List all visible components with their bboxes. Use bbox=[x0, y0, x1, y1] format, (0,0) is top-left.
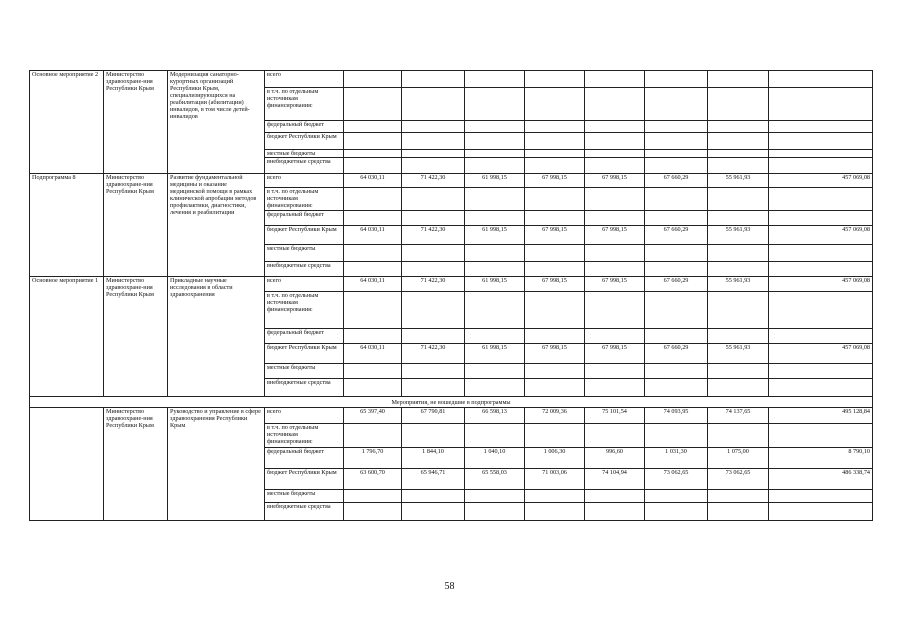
value-cell bbox=[585, 158, 645, 174]
total-value-cell bbox=[769, 503, 873, 521]
value-cell bbox=[525, 424, 585, 448]
funding-source-cell: бюджет Республики Крым bbox=[265, 344, 344, 364]
value-cell: 63 600,70 bbox=[344, 469, 402, 490]
executor-cell: Министерство здравоохране-ния Республики Крым bbox=[104, 277, 168, 397]
value-cell bbox=[645, 88, 708, 121]
total-value-cell bbox=[769, 150, 873, 158]
value-cell bbox=[645, 150, 708, 158]
value-cell bbox=[585, 329, 645, 344]
value-cell bbox=[465, 133, 525, 150]
page-number: 58 bbox=[444, 581, 455, 592]
value-cell: 73 062,65 bbox=[708, 469, 769, 490]
value-cell bbox=[645, 379, 708, 397]
value-cell: 61 998,15 bbox=[465, 344, 525, 364]
value-cell bbox=[465, 424, 525, 448]
section-heading-row bbox=[30, 397, 873, 408]
funding-source-cell: всего bbox=[265, 71, 344, 88]
value-cell bbox=[645, 329, 708, 344]
executor-cell: Министерство здравоохране-ния Республики Крым bbox=[104, 71, 168, 174]
value-cell bbox=[708, 188, 769, 211]
value-cell: 71 003,06 bbox=[525, 469, 585, 490]
value-cell bbox=[465, 245, 525, 262]
value-cell bbox=[525, 121, 585, 133]
total-value-cell: 457 069,08 bbox=[769, 226, 873, 245]
value-cell bbox=[585, 490, 645, 503]
value-cell bbox=[525, 88, 585, 121]
value-cell bbox=[585, 88, 645, 121]
value-cell bbox=[708, 292, 769, 329]
value-cell bbox=[525, 158, 585, 174]
funding-source-cell: местные бюджеты bbox=[265, 245, 344, 262]
value-cell bbox=[585, 211, 645, 226]
value-cell bbox=[645, 424, 708, 448]
value-cell bbox=[708, 133, 769, 150]
value-cell bbox=[344, 88, 402, 121]
value-cell bbox=[585, 503, 645, 521]
value-cell: 55 961,93 bbox=[708, 226, 769, 245]
value-cell bbox=[402, 188, 465, 211]
value-cell bbox=[645, 133, 708, 150]
value-cell bbox=[465, 292, 525, 329]
financing-table bbox=[29, 70, 873, 521]
value-cell: 67 998,15 bbox=[525, 344, 585, 364]
total-value-cell bbox=[769, 211, 873, 226]
value-cell bbox=[708, 121, 769, 133]
value-cell bbox=[645, 245, 708, 262]
value-cell: 55 961,93 bbox=[708, 174, 769, 188]
value-cell: 67 660,29 bbox=[645, 344, 708, 364]
value-cell bbox=[344, 503, 402, 521]
value-cell bbox=[465, 158, 525, 174]
funding-source-cell: местные бюджеты bbox=[265, 490, 344, 503]
value-cell bbox=[708, 88, 769, 121]
value-cell bbox=[585, 245, 645, 262]
value-cell: 55 961,93 bbox=[708, 344, 769, 364]
value-cell bbox=[402, 150, 465, 158]
total-value-cell bbox=[769, 88, 873, 121]
total-value-cell: 457 069,08 bbox=[769, 174, 873, 188]
value-cell bbox=[344, 262, 402, 277]
value-cell bbox=[585, 188, 645, 211]
value-cell bbox=[402, 71, 465, 88]
value-cell bbox=[708, 503, 769, 521]
value-cell: 65 558,03 bbox=[465, 469, 525, 490]
value-cell: 64 030,11 bbox=[344, 277, 402, 292]
value-cell bbox=[708, 71, 769, 88]
value-cell: 72 009,36 bbox=[525, 408, 585, 424]
funding-source-cell: всего bbox=[265, 174, 344, 188]
total-value-cell bbox=[769, 188, 873, 211]
value-cell bbox=[344, 490, 402, 503]
value-cell bbox=[708, 379, 769, 397]
total-value-cell bbox=[769, 292, 873, 329]
value-cell: 67 998,15 bbox=[585, 226, 645, 245]
value-cell bbox=[585, 424, 645, 448]
value-cell bbox=[465, 262, 525, 277]
value-cell bbox=[708, 158, 769, 174]
total-value-cell: 495 128,84 bbox=[769, 408, 873, 424]
value-cell bbox=[344, 188, 402, 211]
value-cell bbox=[525, 490, 585, 503]
table-body bbox=[30, 71, 873, 521]
total-value-cell: 8 790,10 bbox=[769, 448, 873, 469]
value-cell: 61 998,15 bbox=[465, 174, 525, 188]
value-cell bbox=[708, 490, 769, 503]
funding-source-cell: бюджет Республики Крым bbox=[265, 133, 344, 150]
funding-source-cell: в т.ч. по отдельным источникам финансирования: bbox=[265, 188, 344, 211]
value-cell bbox=[402, 503, 465, 521]
value-cell bbox=[708, 150, 769, 158]
value-cell bbox=[465, 71, 525, 88]
value-cell: 67 998,15 bbox=[525, 174, 585, 188]
value-cell bbox=[645, 71, 708, 88]
value-cell: 71 422,30 bbox=[402, 277, 465, 292]
value-cell: 64 030,11 bbox=[344, 226, 402, 245]
total-value-cell bbox=[769, 379, 873, 397]
value-cell bbox=[402, 88, 465, 121]
value-cell bbox=[645, 490, 708, 503]
value-cell: 1 075,00 bbox=[708, 448, 769, 469]
value-cell bbox=[708, 329, 769, 344]
section-heading: Мероприятия, не вошедшие в подпрограммы bbox=[30, 397, 873, 408]
value-cell bbox=[585, 364, 645, 379]
value-cell bbox=[645, 211, 708, 226]
total-value-cell bbox=[769, 262, 873, 277]
funding-source-cell: внебюджетные средства bbox=[265, 503, 344, 521]
value-cell: 67 660,29 bbox=[645, 226, 708, 245]
value-cell bbox=[645, 188, 708, 211]
value-cell: 1 006,30 bbox=[525, 448, 585, 469]
value-cell: 1 844,10 bbox=[402, 448, 465, 469]
value-cell bbox=[708, 364, 769, 379]
value-cell bbox=[465, 490, 525, 503]
value-cell bbox=[465, 503, 525, 521]
value-cell bbox=[465, 188, 525, 211]
value-cell: 65 397,40 bbox=[344, 408, 402, 424]
value-cell bbox=[402, 490, 465, 503]
value-cell: 67 790,81 bbox=[402, 408, 465, 424]
value-cell: 74 104,94 bbox=[585, 469, 645, 490]
table-row bbox=[30, 408, 873, 424]
value-cell bbox=[402, 292, 465, 329]
value-cell: 67 998,15 bbox=[585, 277, 645, 292]
value-cell: 71 422,30 bbox=[402, 344, 465, 364]
value-cell bbox=[645, 121, 708, 133]
value-cell bbox=[525, 379, 585, 397]
value-cell bbox=[585, 133, 645, 150]
value-cell: 73 062,65 bbox=[645, 469, 708, 490]
funding-source-cell: внебюджетные средства bbox=[265, 262, 344, 277]
value-cell bbox=[708, 211, 769, 226]
value-cell: 74 093,95 bbox=[645, 408, 708, 424]
value-cell bbox=[344, 245, 402, 262]
value-cell: 71 422,30 bbox=[402, 226, 465, 245]
value-cell bbox=[645, 364, 708, 379]
value-cell bbox=[525, 292, 585, 329]
total-value-cell bbox=[769, 245, 873, 262]
value-cell bbox=[525, 503, 585, 521]
executor-cell: Министерство здравоохране-ния Республики Крым bbox=[104, 408, 168, 521]
value-cell bbox=[645, 262, 708, 277]
value-cell: 67 998,15 bbox=[585, 174, 645, 188]
value-cell: 67 998,15 bbox=[525, 226, 585, 245]
total-value-cell bbox=[769, 329, 873, 344]
value-cell bbox=[344, 121, 402, 133]
value-cell bbox=[585, 71, 645, 88]
value-cell bbox=[525, 329, 585, 344]
funding-source-cell: внебюджетные средства bbox=[265, 158, 344, 174]
value-cell bbox=[402, 121, 465, 133]
value-cell bbox=[402, 211, 465, 226]
table-row bbox=[30, 174, 873, 188]
funding-source-cell: внебюджетные средства bbox=[265, 379, 344, 397]
value-cell bbox=[525, 133, 585, 150]
status-cell: Подпрограмма 8 bbox=[30, 174, 104, 277]
value-cell: 67 660,29 bbox=[645, 277, 708, 292]
table-row bbox=[30, 277, 873, 292]
funding-source-cell: федеральный бюджет bbox=[265, 329, 344, 344]
value-cell: 67 998,15 bbox=[585, 344, 645, 364]
total-value-cell bbox=[769, 364, 873, 379]
value-cell: 1 040,10 bbox=[465, 448, 525, 469]
value-cell bbox=[708, 424, 769, 448]
value-cell bbox=[525, 150, 585, 158]
value-cell: 61 998,15 bbox=[465, 226, 525, 245]
status-cell bbox=[30, 408, 104, 521]
funding-source-cell: бюджет Республики Крым bbox=[265, 469, 344, 490]
value-cell bbox=[344, 71, 402, 88]
value-cell bbox=[525, 364, 585, 379]
total-value-cell: 457 069,08 bbox=[769, 344, 873, 364]
value-cell: 64 030,11 bbox=[344, 344, 402, 364]
program-name-cell: Модернизация санаторно-курортных организаций Республики Крым, специализирующихся на реабилитации (абилитации) инвалидов, в том числе детей-инвалидов bbox=[168, 71, 265, 174]
value-cell bbox=[525, 245, 585, 262]
value-cell: 67 660,29 bbox=[645, 174, 708, 188]
program-name-cell: Развитие фундаментальной медицины и оказание медицинской помощи в рамках клинической апробации методов профилактики, диагностики, лечения и реабилитации bbox=[168, 174, 265, 277]
value-cell: 1 796,70 bbox=[344, 448, 402, 469]
value-cell: 64 030,11 bbox=[344, 174, 402, 188]
value-cell bbox=[465, 211, 525, 226]
value-cell: 74 137,65 bbox=[708, 408, 769, 424]
value-cell bbox=[402, 379, 465, 397]
value-cell bbox=[465, 150, 525, 158]
funding-source-cell: бюджет Республики Крым bbox=[265, 226, 344, 245]
funding-source-cell: в т.ч. по отдельным источникам финансирования: bbox=[265, 88, 344, 121]
funding-source-cell: местные бюджеты bbox=[265, 364, 344, 379]
funding-source-cell: в т.ч. по отдельным источникам финансирования: bbox=[265, 292, 344, 329]
value-cell bbox=[645, 158, 708, 174]
total-value-cell bbox=[769, 490, 873, 503]
value-cell bbox=[645, 292, 708, 329]
value-cell bbox=[402, 364, 465, 379]
status-cell: Основное мероприятие 2 bbox=[30, 71, 104, 174]
value-cell bbox=[585, 262, 645, 277]
value-cell bbox=[525, 188, 585, 211]
value-cell bbox=[465, 329, 525, 344]
value-cell: 61 998,15 bbox=[465, 277, 525, 292]
value-cell bbox=[585, 150, 645, 158]
value-cell: 66 598,13 bbox=[465, 408, 525, 424]
value-cell bbox=[402, 262, 465, 277]
value-cell: 67 998,15 bbox=[525, 277, 585, 292]
value-cell: 996,60 bbox=[585, 448, 645, 469]
value-cell: 75 101,54 bbox=[585, 408, 645, 424]
executor-cell: Министерство здравоохране-ния Республики Крым bbox=[104, 174, 168, 277]
funding-source-cell: федеральный бюджет bbox=[265, 448, 344, 469]
total-value-cell bbox=[769, 121, 873, 133]
total-value-cell bbox=[769, 133, 873, 150]
value-cell bbox=[585, 292, 645, 329]
value-cell bbox=[344, 150, 402, 158]
value-cell: 71 422,30 bbox=[402, 174, 465, 188]
total-value-cell bbox=[769, 424, 873, 448]
value-cell: 65 946,71 bbox=[402, 469, 465, 490]
value-cell bbox=[465, 121, 525, 133]
value-cell bbox=[465, 88, 525, 121]
value-cell bbox=[344, 133, 402, 150]
value-cell bbox=[708, 262, 769, 277]
funding-source-cell: в т.ч. по отдельным источникам финансирования: bbox=[265, 424, 344, 448]
value-cell bbox=[402, 245, 465, 262]
value-cell bbox=[402, 424, 465, 448]
value-cell bbox=[344, 424, 402, 448]
total-value-cell bbox=[769, 71, 873, 88]
value-cell bbox=[344, 292, 402, 329]
table-row bbox=[30, 71, 873, 88]
value-cell bbox=[344, 211, 402, 226]
value-cell bbox=[708, 245, 769, 262]
funding-source-cell: местные бюджеты bbox=[265, 150, 344, 158]
funding-source-cell: федеральный бюджет bbox=[265, 211, 344, 226]
value-cell bbox=[585, 379, 645, 397]
value-cell bbox=[465, 364, 525, 379]
funding-source-cell: всего bbox=[265, 408, 344, 424]
total-value-cell: 486 338,74 bbox=[769, 469, 873, 490]
value-cell bbox=[465, 379, 525, 397]
value-cell bbox=[402, 158, 465, 174]
program-name-cell: Руководство и управление в сфере здравоохранения Республики Крым bbox=[168, 408, 265, 521]
value-cell bbox=[402, 329, 465, 344]
total-value-cell bbox=[769, 158, 873, 174]
value-cell bbox=[645, 503, 708, 521]
value-cell bbox=[585, 121, 645, 133]
funding-source-cell: всего bbox=[265, 277, 344, 292]
funding-source-cell: федеральный бюджет bbox=[265, 121, 344, 133]
value-cell: 1 031,30 bbox=[645, 448, 708, 469]
program-name-cell: Прикладные научные исследования в области здравоохранения bbox=[168, 277, 265, 397]
value-cell bbox=[344, 329, 402, 344]
value-cell bbox=[525, 262, 585, 277]
total-value-cell: 457 069,08 bbox=[769, 277, 873, 292]
status-cell: Основное мероприятие 1 bbox=[30, 277, 104, 397]
value-cell bbox=[344, 364, 402, 379]
value-cell: 55 961,93 bbox=[708, 277, 769, 292]
value-cell bbox=[344, 379, 402, 397]
value-cell bbox=[344, 158, 402, 174]
value-cell bbox=[525, 71, 585, 88]
value-cell bbox=[525, 211, 585, 226]
value-cell bbox=[402, 133, 465, 150]
